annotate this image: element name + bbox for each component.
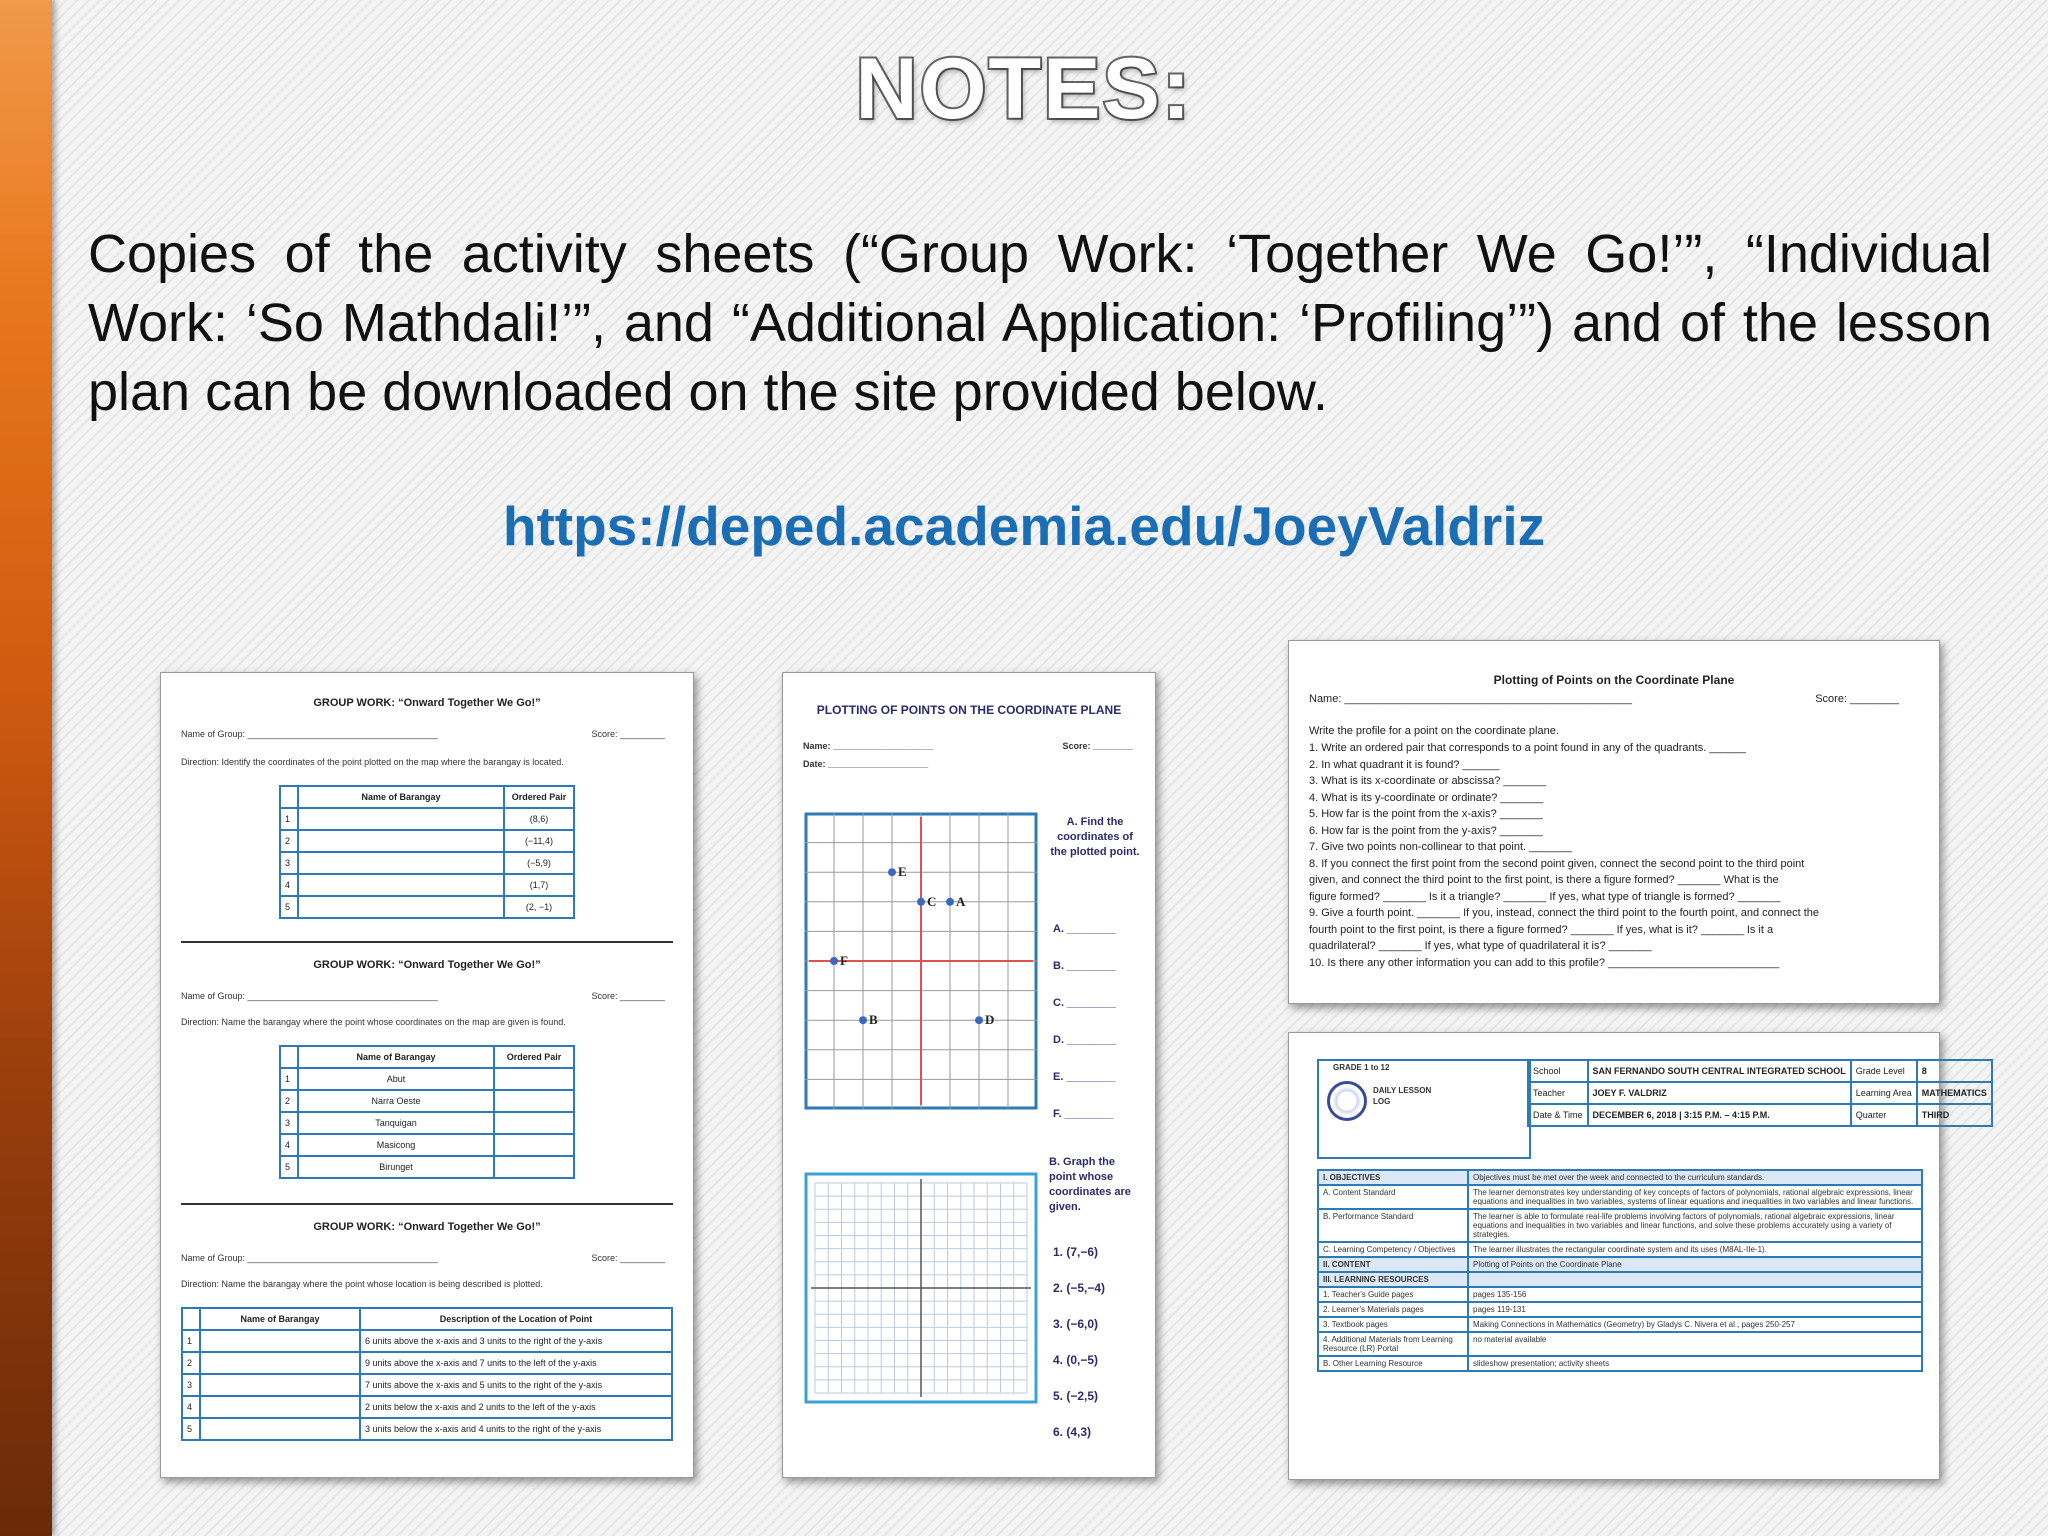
score-label: Score: _________: [591, 729, 665, 739]
plotted-point: [859, 1016, 867, 1024]
plotted-point: [975, 1016, 983, 1024]
name-label: Name: _______________________________________________: [1309, 693, 1632, 705]
profile-instruction: Write the profile for a point on the coordinate plane.: [1309, 725, 1559, 737]
plotted-point: [830, 957, 838, 965]
dll-row-label: 4. Additional Materials from Learning Resource (LR) Portal: [1319, 1333, 1469, 1355]
table-row: 5 Birunget: [280, 1156, 574, 1178]
table-row: [1319, 1357, 1921, 1372]
dll-row-label: 3. Textbook pages: [1319, 1318, 1469, 1331]
answer-blank[interactable]: F. ________: [1053, 1108, 1114, 1120]
point-label: E: [898, 864, 907, 880]
dll-row-label: II. CONTENT: [1319, 1258, 1469, 1271]
dll-row-value: [1469, 1273, 1921, 1286]
table-row: 2 (−11,4): [280, 830, 574, 852]
table-row: 5 3 units below the x-axis and 4 units to the right of the y-axis: [182, 1418, 672, 1440]
coordinate-grid-b: [805, 1173, 1037, 1403]
dll-row-value: no material available: [1473, 1335, 1547, 1344]
answer-blank[interactable]: C. ________: [1053, 997, 1116, 1009]
profile-question: 3. What is its x-coordinate or abscissa? _______: [1309, 775, 1547, 787]
profile-question: fourth point to the first point, is there a figure formed? _______ If yes, what is it? _______ Is it a: [1309, 923, 1774, 936]
table-row: [1319, 1171, 1921, 1186]
plotted-point: [917, 898, 925, 906]
worksheet-title: PLOTTING OF POINTS ON THE COORDINATE PLANE: [816, 703, 1122, 717]
profile-title: Plotting of Points on the Coordinate Plane: [1493, 673, 1735, 687]
table-row: [1319, 1273, 1921, 1288]
download-link[interactable]: https://deped.academia.edu/JoeyValdriz: [502, 495, 1546, 557]
profile-question: 8. If you connect the first point from the second point given, connect the second point to the third point: [1309, 857, 1805, 870]
dll-row-value: slideshow presentation; activity sheets: [1473, 1359, 1610, 1368]
date-label: Date: ____________________: [803, 759, 929, 769]
plotting-worksheet: [782, 672, 1156, 1478]
dll-row-value: The learner demonstrates key understanding of key concepts of factors of polynomials, rational algebraic expressions, linear equations and inequalities in two variables, systems of linear equations and inequalities in two variables and linear functions.: [1473, 1188, 1914, 1206]
divider: [181, 1203, 673, 1205]
table-row: Teacher JOEY F. VALDRIZ Learning Area MATHEMATICS: [1528, 1082, 1992, 1104]
answer-blank[interactable]: A. ________: [1053, 923, 1116, 935]
table-row: 1 (8,6): [280, 808, 574, 830]
table-row: 1 6 units above the x-axis and 3 units to the right of the y-axis: [182, 1330, 672, 1352]
barangay-table: Name of Barangay Ordered Pair 1 Abut 2 Narra Oeste 3 Tanquigan 4 Masicong 5 Birunget: [279, 1045, 575, 1179]
point-label: A: [956, 893, 966, 909]
daily-lesson-log: [1288, 1032, 1987, 1480]
plotted-point: [888, 868, 896, 876]
dll-info-table: [1527, 1059, 1993, 1127]
group-name-label: Name of Group: ______________________________________: [181, 729, 438, 739]
answer-blank[interactable]: D. ________: [1053, 1034, 1116, 1046]
section-title: GROUP WORK: “Onward Together We Go!”: [313, 697, 541, 709]
table-row: School SAN FERNANDO SOUTH CENTRAL INTEGRATED SCHOOL Grade Level 8: [1528, 1060, 1992, 1082]
given-point: 2. (−5,−4): [1053, 1281, 1106, 1295]
description-table: Name of Barangay Description of the Location of Point 1 6 units above the x-axis and 3 units to the right of the y-axis 2 9 units above the x-axis and 7 units to the left of the y-axis 3 7 units above the x-axis and 5 units to the right of the y-axis 4 2 units below the x-axis and 2 units to the left of the y-axis 5 3 units below the x-axis and 4 units to the right of the y-axis: [181, 1307, 673, 1441]
page-title: NOTES:: [855, 41, 1193, 137]
direction-text: Direction: Name the barangay where the point whose coordinates on the map are given is found.: [181, 1017, 566, 1027]
section-title: GROUP WORK: “Onward Together We Go!”: [313, 1221, 541, 1233]
given-point: 6. (4,3): [1053, 1425, 1092, 1439]
table-row: [1319, 1333, 1921, 1357]
table-row: 2 9 units above the x-axis and 7 units to the left of the y-axis: [182, 1352, 672, 1374]
table-row: 4 (1,7): [280, 874, 574, 896]
profile-question: 6. How far is the point from the y-axis? _______: [1309, 824, 1543, 837]
point-label: D: [985, 1012, 995, 1028]
profile-question: 4. What is its y-coordinate or ordinate? _______: [1309, 791, 1544, 804]
direction-text: Direction: Name the barangay where the point whose location is being described is plotted.: [181, 1279, 543, 1289]
given-point: 1. (7,−6): [1053, 1245, 1099, 1259]
dll-row-value: The learner illustrates the rectangular coordinate system and its uses (M8AL-IIe-1).: [1473, 1245, 1767, 1254]
score-label: Score: _________: [591, 991, 665, 1001]
profile-question: given, and connect the third point to the first point, is there a figure formed? _______ What is the: [1309, 874, 1779, 886]
dll-row-label: III. LEARNING RESOURCES: [1319, 1273, 1469, 1286]
direction-text: Direction: Identify the coordinates of the point plotted on the map where the barangay is located.: [181, 757, 564, 767]
name-label: Name: ____________________: [803, 741, 934, 751]
answer-blanks: [1053, 923, 1149, 1145]
profile-question: 1. Write an ordered pair that corresponds to a point found in any of the quadrants. ______: [1309, 742, 1747, 754]
table-row: [1319, 1303, 1921, 1318]
dll-row-value: pages 135-156: [1473, 1290, 1527, 1299]
table-row: Date & Time DECEMBER 6, 2018 | 3:15 P.M. – 4:15 P.M. Quarter THIRD: [1528, 1104, 1992, 1126]
table-row: [1319, 1318, 1921, 1333]
barangay-table: Name of Barangay Ordered Pair 1 (8,6) 2 (−11,4) 3 (−5,9) 4 (1,7) 5 (2, −1): [279, 785, 575, 919]
divider: [181, 941, 673, 943]
table-row: 3 (−5,9): [280, 852, 574, 874]
table-row: 5 (2, −1): [280, 896, 574, 918]
orange-sidebar: [0, 0, 52, 1536]
dll-content-table: [1317, 1169, 1923, 1372]
dll-header-box: [1317, 1059, 1531, 1159]
dll-row-label: 2. Learner's Materials pages: [1319, 1303, 1469, 1316]
dll-row-label: 1. Teacher's Guide pages: [1319, 1288, 1469, 1301]
dll-row-label: A. Content Standard: [1319, 1186, 1469, 1208]
profile-question: 5. How far is the point from the x-axis? _______: [1309, 808, 1543, 820]
given-point: 4. (0,−5): [1053, 1353, 1099, 1367]
profile-question: 9. Give a fourth point. _______ If you, instead, connect the third point to the fourth point, and connect the: [1309, 907, 1820, 919]
table-row: 3 7 units above the x-axis and 5 units to the right of the y-axis: [182, 1374, 672, 1396]
profile-question: 10. Is there any other information you can add to this profile? ____________________________: [1309, 956, 1780, 969]
part-b-instruction: B. Graph the point whose coordinates are given.: [1049, 1156, 1131, 1213]
table-row: [1319, 1243, 1921, 1258]
coordinate-grid-a: [805, 813, 1037, 1109]
score-label: Score: _________: [591, 1253, 665, 1263]
group-work-sheet: [160, 672, 694, 1478]
part-a-instruction: A. Find the coordinates of the plotted point.: [1050, 816, 1140, 858]
profile-question: quadrilateral? _______ If yes, what type of quadrilateral it is? _______: [1309, 940, 1652, 952]
table-row: 3 Tanquigan: [280, 1112, 574, 1134]
dll-row-label: C. Learning Competency / Objectives: [1319, 1243, 1469, 1256]
point-label: C: [927, 893, 937, 909]
dll-row-label: I. OBJECTIVES: [1319, 1171, 1469, 1184]
profile-sheet: [1288, 640, 1940, 1004]
profile-question: 7. Give two points non-collinear to that point. _______: [1309, 841, 1572, 853]
table-row: [1319, 1210, 1921, 1243]
group-name-label: Name of Group: ______________________________________: [181, 991, 438, 1001]
table-row: 4 Masicong: [280, 1134, 574, 1156]
dll-row-value: Plotting of Points on the Coordinate Plane: [1469, 1258, 1921, 1271]
plotted-point: [946, 898, 954, 906]
point-label: F: [840, 953, 848, 968]
dll-row-value: pages 119-131: [1473, 1305, 1526, 1314]
score-label: Score: ________: [1815, 693, 1899, 705]
answer-blank[interactable]: E. ________: [1053, 1071, 1116, 1083]
table-row: 4 2 units below the x-axis and 2 units to the left of the y-axis: [182, 1396, 672, 1418]
table-row: [1319, 1288, 1921, 1303]
profile-question: 2. In what quadrant it is found? ______: [1309, 758, 1500, 771]
dll-row-value: The learner is able to formulate real-life problems involving factors of polynomials, rational algebraic expressions, linear equations and inequalities in two variables and linear functions, and solve these problems accurately using a variety of strategies.: [1473, 1212, 1895, 1239]
dll-row-value: Objectives must be met over the week and connected to the curriculum standards.: [1469, 1171, 1921, 1184]
dll-row-label: B. Other Learning Resource: [1319, 1357, 1469, 1370]
question-list: [1309, 740, 1819, 971]
point-label: B: [869, 1012, 878, 1028]
table-row: 2 Narra Oeste: [280, 1090, 574, 1112]
dll-row-label: B. Performance Standard: [1319, 1210, 1469, 1241]
log-label: DAILY LESSON LOG: [1373, 1086, 1432, 1106]
answer-blank[interactable]: B. ________: [1053, 960, 1116, 972]
given-point: 5. (−2,5): [1053, 1389, 1099, 1403]
table-row: [1319, 1258, 1921, 1273]
dll-row-value: Making Connections in Mathematics (Geometry) by Gladys C. Nivera et al., pages 250-257: [1473, 1320, 1795, 1329]
section-title: GROUP WORK: “Onward Together We Go!”: [313, 959, 541, 971]
group-name-label: Name of Group: ______________________________________: [181, 1253, 438, 1263]
table-row: [1319, 1186, 1921, 1210]
table-row: 1 Abut: [280, 1068, 574, 1090]
grade-label: GRADE 1 to 12: [1333, 1063, 1390, 1072]
given-point: 3. (−6,0): [1053, 1317, 1099, 1331]
deped-seal-icon: [1327, 1081, 1367, 1121]
given-points: [1053, 1245, 1149, 1461]
score-label: Score: ________: [1062, 741, 1133, 751]
profile-question: figure formed? _______ Is it a triangle? _______ If yes, what type of triangle is formed? _______: [1309, 890, 1781, 903]
notes-paragraph: Copies of the activity sheets (“Group Work: ‘Together We Go!’”, “Individual Work: ‘So Mathdali!’”, and “Additional Application: ‘Profiling’”) and of the lesson plan can be downloaded on the site provided below.: [88, 224, 1992, 422]
